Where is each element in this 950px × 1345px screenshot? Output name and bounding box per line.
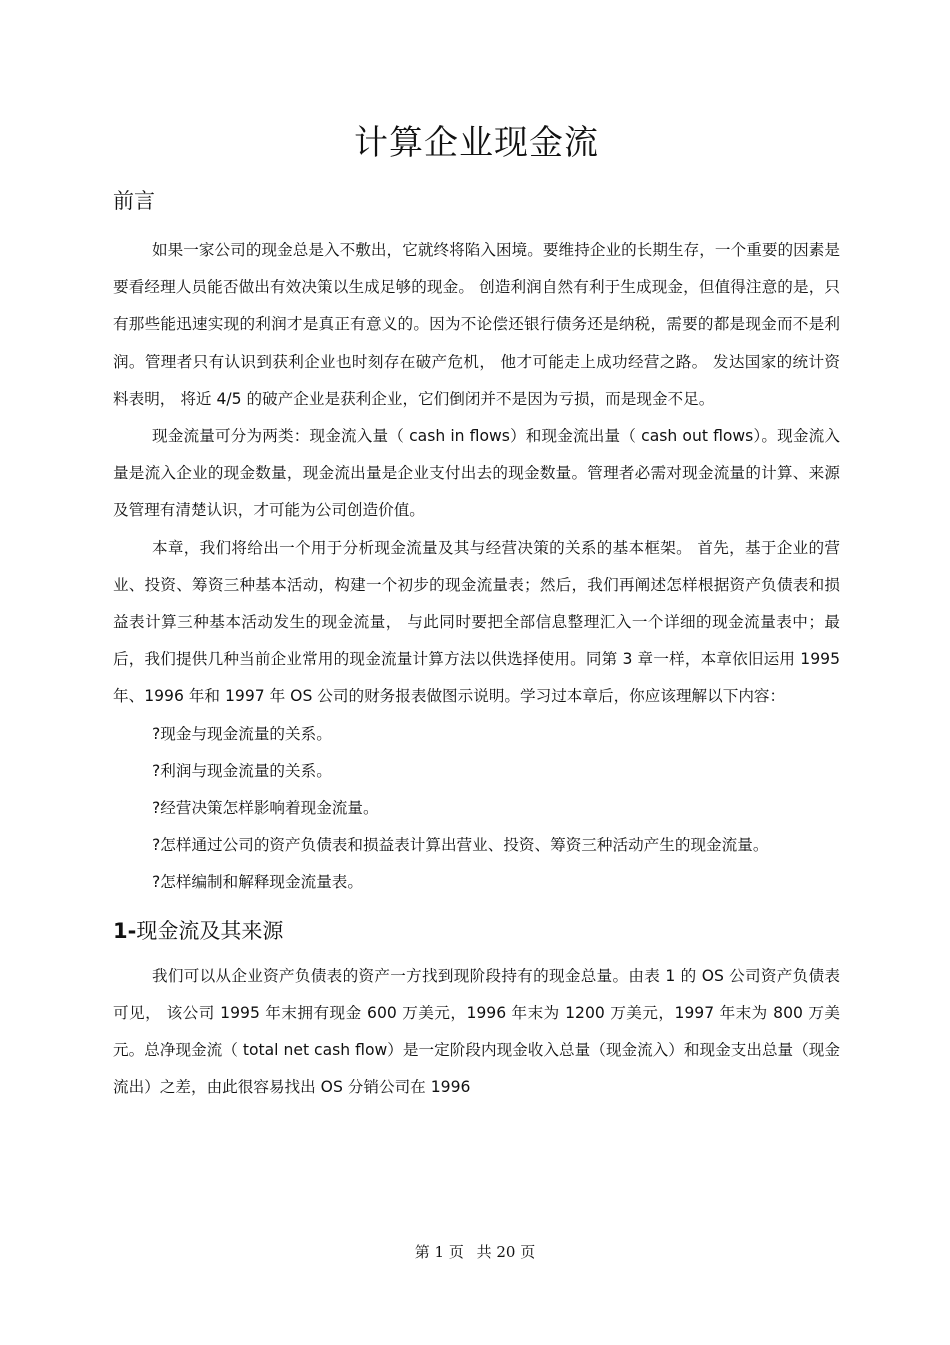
list-item: ?利润与现金流量的关系。 <box>152 761 332 780</box>
page-number: 第 1 页 <box>414 1243 464 1261</box>
list-item: ?怎样编制和解释现金流量表。 <box>152 873 363 892</box>
section-paragraph: 我们可以从企业资产负债表的资产一方找到现阶段持有的现金总量。由表 1 的 OS 公司资产负债表可见， 该公司 1995 年末拥有现金 600 万美元，1996 年末为 1200 万美元，1997 年末为 800 万美元。总净现金流（ total net cash flow）是一定阶段内现金收入总量（现金流入）和现金支出总量（现金流出）之差，由此很容易找出 OS 分销公司在 1996 <box>113 966 840 1097</box>
preface-heading: 前言 <box>113 189 155 213</box>
page-total: 共 20 页 <box>476 1243 536 1261</box>
paragraph-3: 本章，我们将给出一个用于分析现金流量及其与经营决策的关系的基本框架。 首先，基于企业的营业、投资、筹资三种基本活动，构建一个初步的现金流量表；然后，我们再阐述怎样根据资产负债表和损益表计算三种基本活动发生的现金流量， 与此同时要把全部信息整理汇入一个详细的现金流量表中；最后，我们提供几种当前企业常用的现金流量计算方法以供选择使用。同第 3 章一样，本章依旧运用 1995 年、1996 年和 1997 年 OS 公司的财务报表做图示说明。学习过本章后，你应该理解以下内容： <box>113 538 840 706</box>
page-title: 计算企业现金流 <box>354 123 599 163</box>
section-title: 现金流及其来源 <box>136 918 284 943</box>
list-item: ?怎样通过公司的资产负债表和损益表计算出营业、投资、筹资三种活动产生的现金流量。 <box>152 836 769 855</box>
paragraph-1: 如果一家公司的现金总是入不敷出，它就终将陷入困境。要维持企业的长期生存，一个重要的因素是要看经理人员能否做出有效决策以生成足够的现金。 创造利润自然有利于生成现金，但值得注意的是，只有那些能迅速实现的利润才是真正有意义的。因为不论偿还银行债务还是纳税，需要的都是现金而不是利润。管理者只有认识到获利企业也时刻存在破产危机， 他才可能走上成功经营之路。 发达国家的统计资料表明， 将近 4/5 的破产企业是获利企业，它们倒闭并不是因为亏损，而是现金不足。 <box>113 241 840 408</box>
section-number: 1- <box>113 918 137 943</box>
list-item: ?经营决策怎样影响着现金流量。 <box>152 799 379 818</box>
page-footer <box>0 1240 950 1264</box>
list-item: ?现金与现金流量的关系。 <box>152 724 332 743</box>
section-heading <box>113 916 840 946</box>
paragraph-2: 现金流量可分为两类：现金流入量（ cash in flows）和现金流出量（ cash out flows）。现金流入量是流入企业的现金数量，现金流出量是企业支付出去的现金数量。管理者必需对现金流量的计算、来源及管理有清楚认识，才可能为公司创造价值。 <box>113 427 840 520</box>
